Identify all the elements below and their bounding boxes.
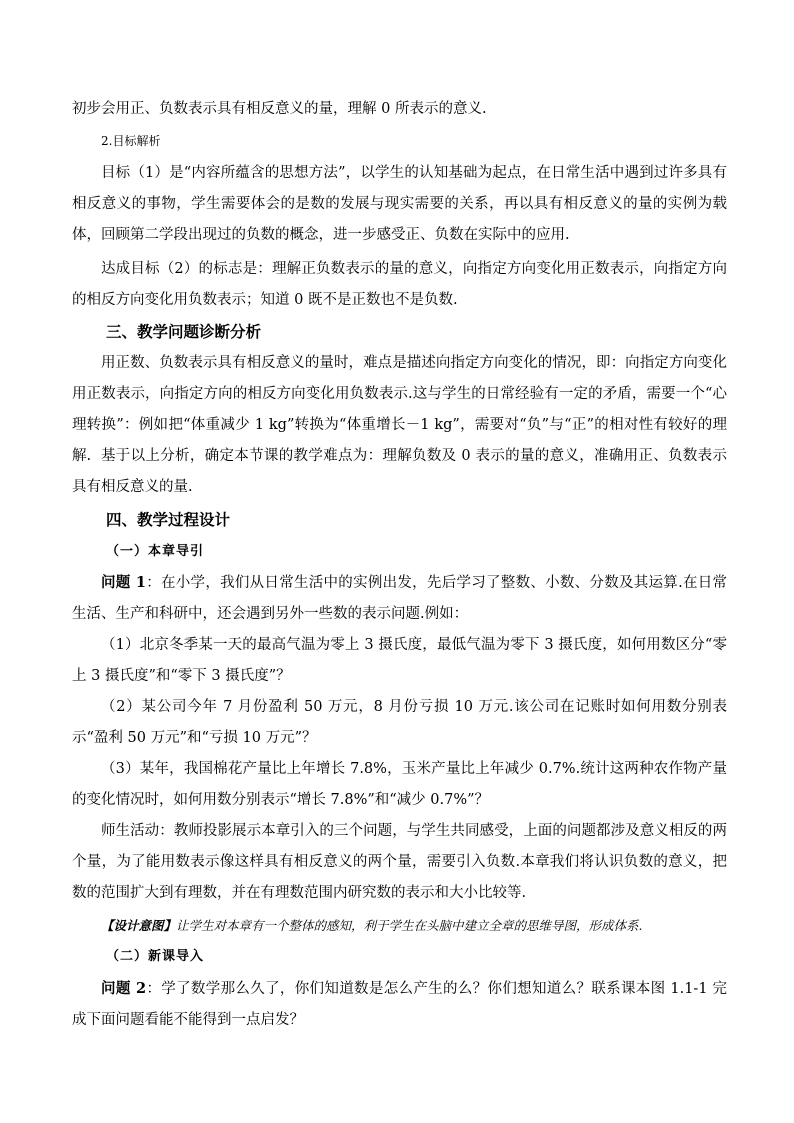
- subsection-heading-chapter-intro: （一）本章导引: [106, 544, 205, 559]
- paragraph-teacher-activity: 师生活动：教师投影展示本章引入的三个问题，与学生共同感受，上面的问题都涉及意义相反的两个量，为了能用数表示像这样具有相反意义的两个量，需要引入负数.本章我们将认识负数的意义，把数的范围扩大到有理数，并在有理数范围内研究数的表示和大小比较等.: [72, 823, 727, 901]
- paragraph-objective-2: 达成目标（2）的标志是：理解正负数表示的量的意义，向指定方向变化用正数表示，向指定方向的相反方向变化用负数表示；知道 0 既不是正数也不是负数.: [72, 261, 727, 308]
- design-intent-text: 让学生对本章有一个整体的感知，利于学生在头脑中建立全章的思维导图，形成体系.: [176, 918, 643, 933]
- paragraph-analysis-conclusion: 基于以上分析，确定本节课的教学难点为：理解负数及 0 表示的量的意义，准确用正、负数表示具有相反意义的量.: [72, 448, 727, 495]
- subheading-objective-analysis: 2.目标解析: [101, 134, 161, 148]
- question-item-2: （2）某公司今年 7 月份盈利 50 万元，8 月份亏损 10 万元.该公司在记账时如何用数分别表示“盈利 50 万元”和“亏损 10 万元”？: [72, 699, 727, 746]
- paragraph-objective-end: 初步会用正、负数表示具有相反意义的量，理解 0 所表示的意义.: [72, 101, 487, 117]
- question-2-label: 问题 2: [101, 980, 147, 997]
- question-2-text: ：学了数学那么久了，你们知道数是怎么产生的么？你们想知道么？联系课本图 1.1-1 完成下面问题看能不能得到一点启发？: [72, 981, 727, 1028]
- question-item-3: （3）某年，我国棉花产量比上年增长 7.8%，玉米产量比上年减少 0.7%.统计这两种农作物产量的变化情况时，如何用数分别表示“增长 7.8%”和“减少 0.7%”？: [72, 761, 727, 808]
- design-intent-label: 【设计意图】: [101, 918, 177, 933]
- question-2: [72, 973, 727, 1036]
- section-heading-4: 四、教学过程设计: [106, 510, 231, 529]
- paragraph-difficulty: 用正数、负数表示具有相反意义的量时，难点是描述向指定方向变化的情况，即：向指定方向变化用正数表示，向指定方向的相反方向变化用负数表示.这与学生的日常经验有一定的矛盾，需要一个“心理转换”：例如把“体重减少 1 kg”转换为“体重增长－1 kg”，需要对“负”与“正”的相对性有较好的理解.: [72, 355, 727, 464]
- subsection-heading-new-lesson: （二）新课导入: [106, 949, 205, 964]
- design-intent-note: [72, 910, 727, 942]
- section-heading-3: 三、教学问题诊断分析: [106, 322, 262, 341]
- paragraph-objective-1: 目标（1）是“内容所蕴含的思想方法”，以学生的认知基础为起点，在日常生活中遇到过许多具有相反意义的事物，学生需要体会的是数的发展与现实需要的关系，再以具有相反意义的量的实例为载体，回顾第二学段出现过的负数的概念，进一步感受正、负数在实际中的应用.: [72, 165, 727, 243]
- question-1: [72, 567, 727, 630]
- question-1-label: 问题 1: [101, 574, 146, 591]
- question-1-text: ：在小学，我们从日常生活中的实例出发，先后学习了整数、小数、分数及其运算.在日常生活、生产和科研中，还会遇到另外一些数的表示问题.例如：: [72, 575, 728, 622]
- question-item-1: （1）北京冬季某一天的最高气温为零上 3 摄氏度，最低气温为零下 3 摄氏度，如何用数区分“零上 3 摄氏度”和“零下 3 摄氏度”？: [72, 637, 727, 684]
